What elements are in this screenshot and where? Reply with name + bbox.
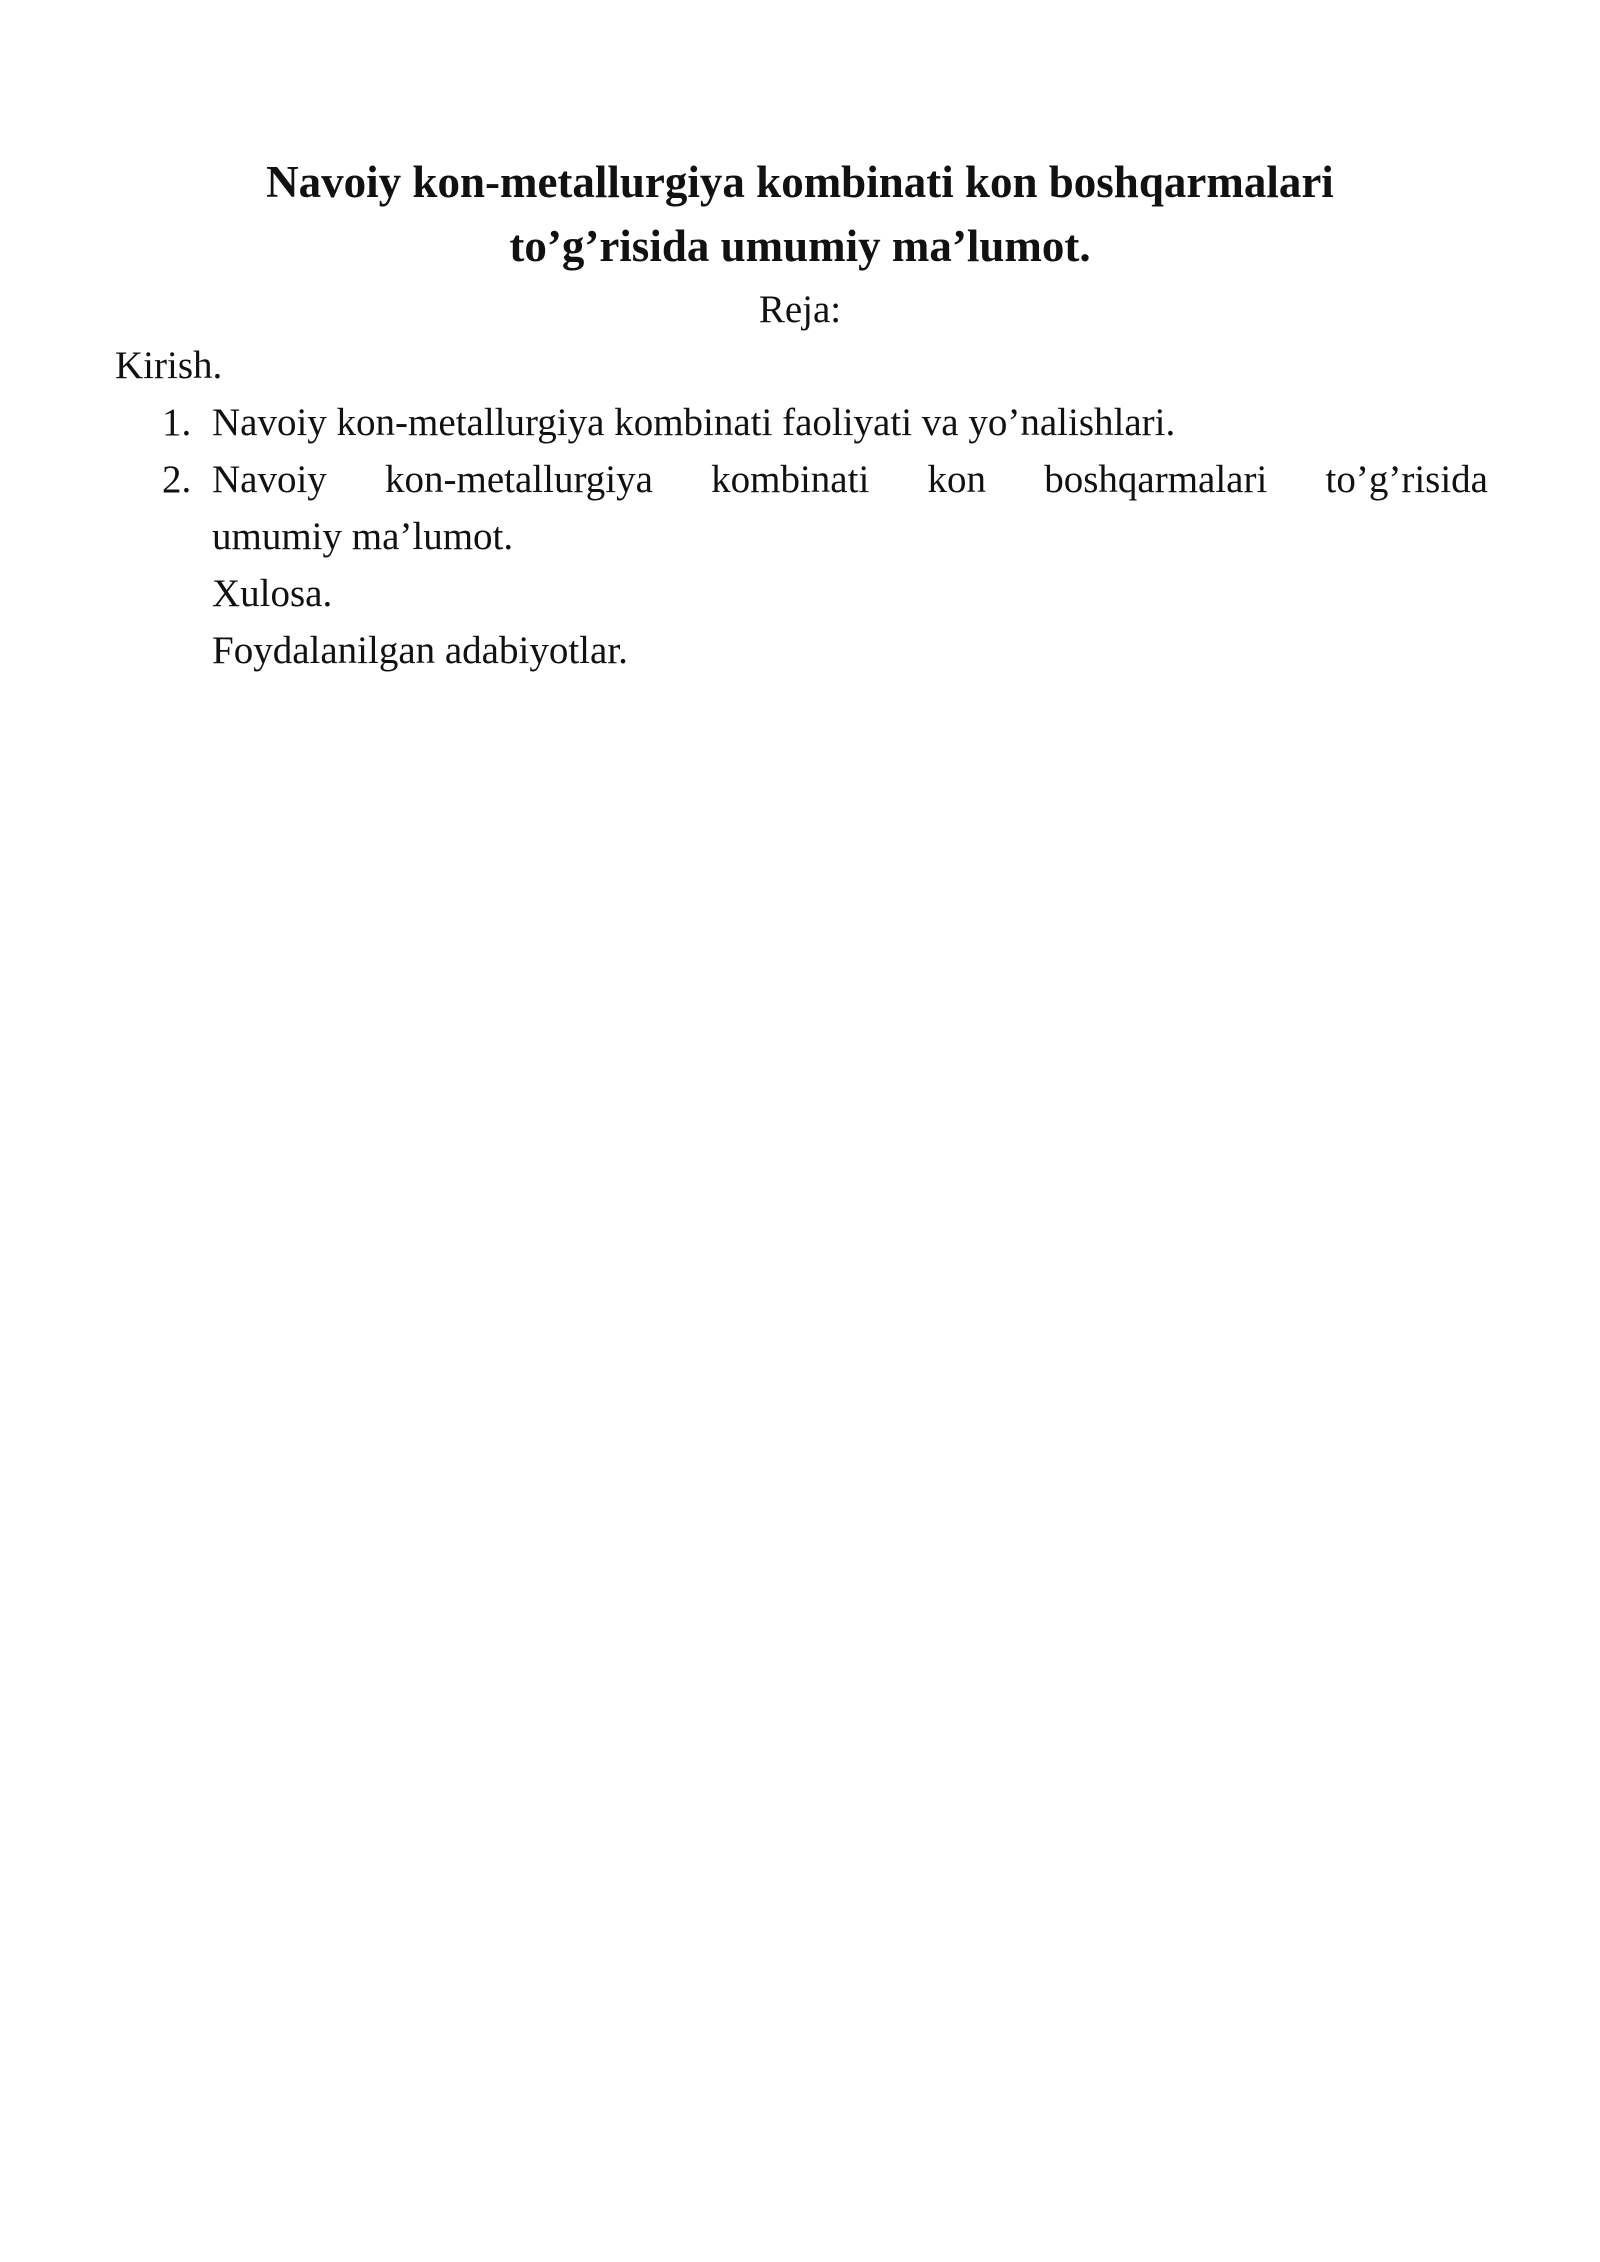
intro-item: Kirish. <box>115 344 223 387</box>
references-item: Foydalanilgan adabiyotlar. <box>212 629 628 672</box>
list-item-1-text: Navoiy kon-metallurgiya kombinati faoliyati va yo’nalishlari. <box>212 401 1176 444</box>
list-item-2-text-line-1: Navoiy kon-metallurgiya kombinati kon boshqarmalari to’g’risida <box>212 458 1488 501</box>
list-item-number-1: 1. <box>162 401 192 444</box>
plan-heading: Reja: <box>758 288 842 331</box>
document-title-line-1: Navoiy kon-metallurgiya kombinati kon boshqarmalari <box>266 157 1334 207</box>
list-item-number-2: 2. <box>162 458 192 501</box>
document-title-line-2: to’g’risida umumiy ma’lumot. <box>509 221 1091 271</box>
list-item-2-text-line-2: umumiy ma’lumot. <box>212 515 514 558</box>
conclusion-item: Xulosa. <box>212 572 333 615</box>
